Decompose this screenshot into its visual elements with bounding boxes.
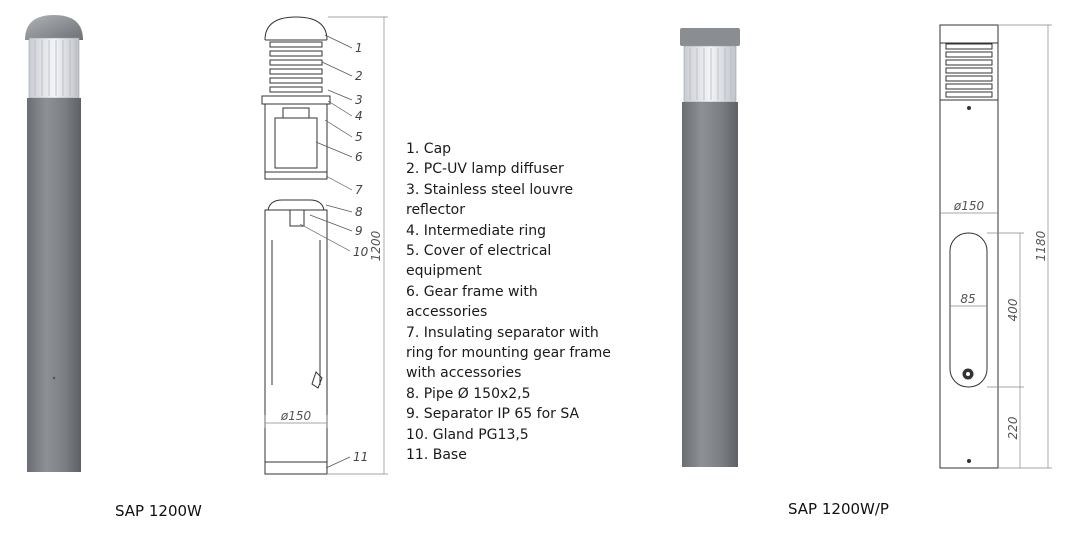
part-4: 4. Intermediate ring	[406, 222, 546, 239]
callout-6: 6	[355, 150, 363, 164]
base-height-dimension: 220	[1006, 416, 1020, 440]
callout-10: 10	[353, 245, 369, 259]
elevation-louvres	[946, 44, 992, 97]
left-height-dimension: 1200	[369, 230, 383, 262]
sap-1200w-render	[25, 15, 83, 472]
part-11: 11. Base	[406, 447, 467, 464]
callout-8: 8	[355, 205, 363, 219]
left-diameter-dimension: ø150	[280, 409, 312, 423]
callout-numbers	[353, 41, 369, 464]
pole-body	[27, 98, 81, 472]
elevation-door	[950, 233, 987, 387]
sap-1200w-section-drawing	[262, 17, 330, 474]
part-7: 7. Insulating separator with ring for mounting gear frame with accessories	[406, 324, 611, 382]
lamp-diffuser-p	[684, 46, 736, 102]
parts-list	[406, 139, 620, 466]
callout-5: 5	[355, 130, 363, 144]
pole-screw	[53, 377, 56, 380]
part-1: 1. Cap	[406, 141, 452, 157]
callout-4: 4	[355, 109, 363, 123]
section-intermediate-ring	[262, 96, 330, 104]
pole-body-p	[682, 102, 738, 467]
sap-1200w-p-elevation-drawing	[940, 25, 998, 468]
right-diameter-dimension: ø150	[953, 199, 985, 213]
caption-sap-1200w-p: SAP 1200W/P	[788, 500, 889, 518]
section-base	[265, 462, 327, 474]
elevation-cap	[940, 25, 998, 43]
part-10: 10. Gland PG13,5	[406, 426, 529, 443]
section-cap	[265, 17, 327, 40]
cap-dome	[25, 15, 83, 40]
right-height-dimension: 1180	[1034, 230, 1048, 262]
door-height-dimension: 400	[1006, 298, 1020, 322]
callout-9: 9	[355, 224, 363, 238]
section-gear-frame	[275, 118, 317, 168]
callout-leader-lines	[300, 35, 352, 468]
section-louvres	[270, 42, 322, 92]
part-6: 6. Gear frame with accessories	[406, 283, 538, 321]
section-separator	[268, 200, 324, 210]
part-3: 3. Stainless steel louvre reflector	[406, 181, 574, 219]
lamp-diffuser	[29, 38, 79, 98]
part-8: 8. Pipe Ø 150x2,5	[406, 385, 531, 402]
elevation-pipe	[940, 25, 998, 468]
flat-cap	[680, 28, 740, 46]
callout-1: 1	[355, 41, 363, 55]
callout-11: 11	[353, 450, 369, 464]
part-2: 2. PC-UV lamp diffuser	[406, 161, 564, 178]
sap-1200w-p-render	[680, 28, 740, 467]
section-gland	[290, 210, 304, 226]
section-pipe	[265, 210, 327, 474]
caption-sap-1200w: SAP 1200W	[115, 502, 202, 520]
callout-3: 3	[355, 93, 363, 107]
callout-2: 2	[355, 69, 363, 83]
callout-7: 7	[355, 183, 363, 197]
door-width-dimension: 85	[960, 292, 976, 306]
part-9: 9. Separator IP 65 for SA	[406, 406, 580, 423]
part-5: 5. Cover of electrical equipment	[406, 243, 552, 280]
